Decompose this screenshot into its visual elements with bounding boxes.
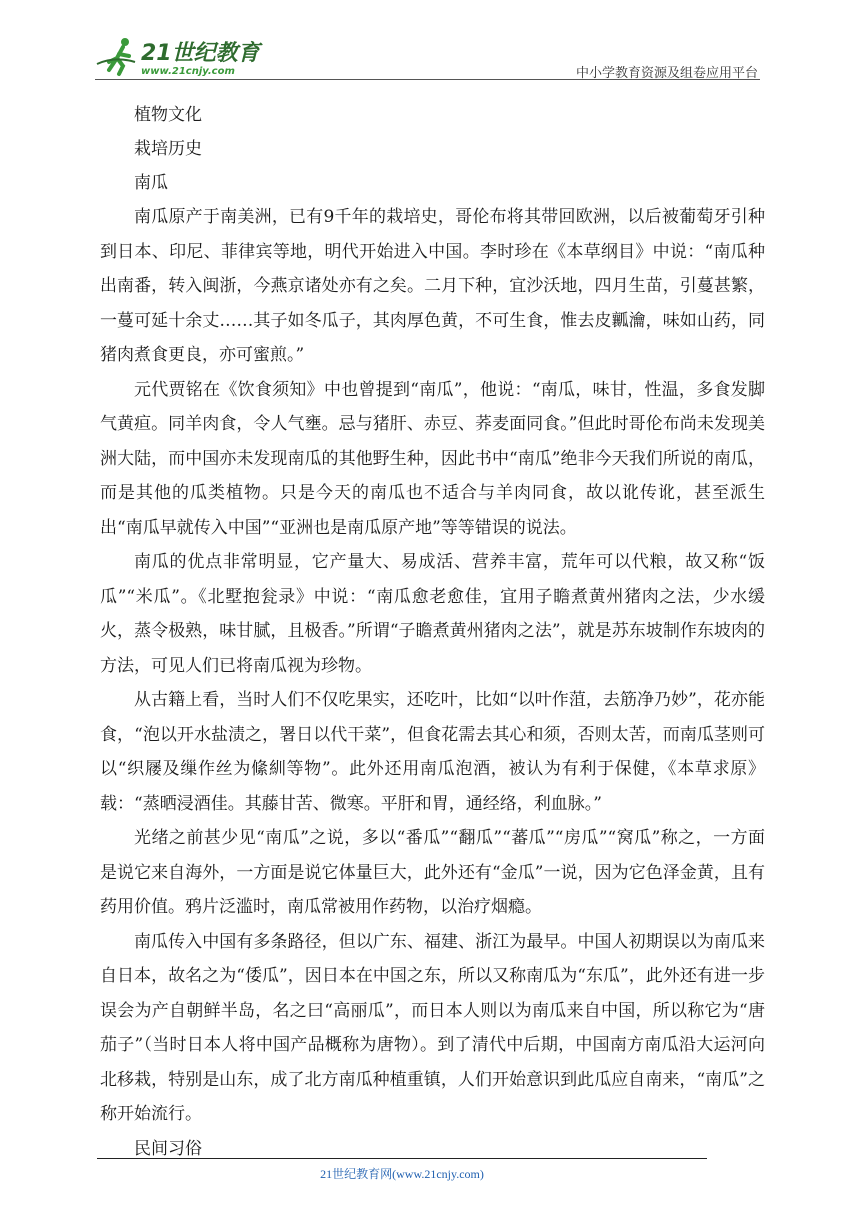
article-body (100, 98, 765, 1166)
logo-text: 21世纪教育 (141, 41, 260, 66)
paragraph-origin: 南瓜原产于南美洲，已有9千年的栽培史，哥伦布将其带回欧洲，以后被葡萄牙引种到日本、印尼、菲律宾等地，明代开始进入中国。李时珍在《本草纲目》中说：“南瓜种出南番，转入闽浙，今燕京诸处亦有之矣。二月下种，宜沙沃地，四月生苗，引蔓甚繁，一蔓可延十余丈……其子如冬瓜子，其肉厚色黄，不可生食，惟去皮瓤瀹，味如山药，同猪肉煮食更良，亦可蜜煎。” (100, 207, 765, 365)
header-divider (95, 79, 760, 80)
page-header (95, 28, 760, 80)
paragraph-introduction-routes: 南瓜传入中国有多条路径，但以广东、福建、浙江为最早。中国人初期误以为南瓜来自日本，故名之为“倭瓜”，因日本在中国之东，所以又称南瓜为“东瓜”，此外还有进一步误会为产自朝鲜半岛，名之曰“高丽瓜”，而日本人则以为南瓜来自中国，所以称它为“唐茄子”（当时日本人将中国产品概称为唐物）。到了清代中后期，中国南方南瓜沿大运河向北移栽，特别是山东，成了北方南瓜种植重镇，人们开始意识到此瓜应自南来，“南瓜”之称开始流行。 (100, 931, 765, 1124)
paragraph-advantages: 南瓜的优点非常明显，它产量大、易成活、营养丰富，荒年可以代粮，故又称“饭瓜”“米瓜”。《北墅抱瓮录》中说：“南瓜愈老愈佳，宜用子瞻煮黄州猪肉之法，少水缓火，蒸令极熟，味甘腻，且极香。”所谓“子瞻煮黄州猪肉之法”，就是苏东坡制作东坡肉的方法，可见人们已将南瓜视为珍物。 (100, 552, 765, 676)
paragraph-ancient-uses: 从古籍上看，当时人们不仅吃果实，还吃叶，比如“以叶作菹，去筋净乃妙”，花亦能食，“泡以开水盐渍之，署日以代干菜”，但食花需去其心和须，否则太苦，而南瓜茎则可以“织屦及缫作丝为絛紃等物”。此外还用南瓜泡酒，被认为有利于保健，《本草求原》载：“蒸晒浸酒佳。其藤甘苦、微寒。平肝和胃，通经络，利血脉。” (100, 690, 765, 814)
paragraph-yuan-dynasty: 元代贾铭在《饮食须知》中也曾提到“南瓜”，他说：“南瓜，味甘，性温，多食发脚气黄疸。同羊肉食，令人气壅。忌与猪肝、赤豆、荞麦面同食。”但此时哥伦布尚未发现美洲大陆，而中国亦未发现南瓜的其他野生种，因此书中“南瓜”绝非今天我们所说的南瓜，而是其他的瓜类植物。只是今天的南瓜也不适合与羊肉同食，故以讹传讹，甚至派生出“南瓜早就传入中国”“亚洲也是南瓜原产地”等等错误的说法。 (100, 379, 765, 538)
section-heading-folk-customs: 民间习俗 (134, 1138, 202, 1159)
footer-divider (97, 1158, 707, 1159)
paragraph-names: 光绪之前甚少见“南瓜”之说，多以“番瓜”“翻瓜”“蕃瓜”“房瓜”“窝瓜”称之，一方面是说它来自海外，一方面是说它体量巨大，此外还有“金瓜”一说，因为它色泽金黄，且有药用价值。鸦片泛滥时，南瓜常被用作药物，以治疗烟瘾。 (100, 828, 765, 917)
site-logo (95, 34, 265, 78)
section-heading-plant-culture: 植物文化 (134, 105, 202, 125)
header-platform-text: 中小学教育资源及组卷应用平台 (575, 66, 758, 81)
section-heading-pumpkin: 南瓜 (134, 173, 168, 193)
section-heading-cultivation-history: 栽培历史 (134, 139, 202, 159)
logo-url: www.21cnjy.com (141, 66, 235, 77)
runner-icon (97, 38, 135, 74)
footer-link[interactable]: 21世纪教育网(www.21cnjy.com) (320, 1167, 484, 1181)
